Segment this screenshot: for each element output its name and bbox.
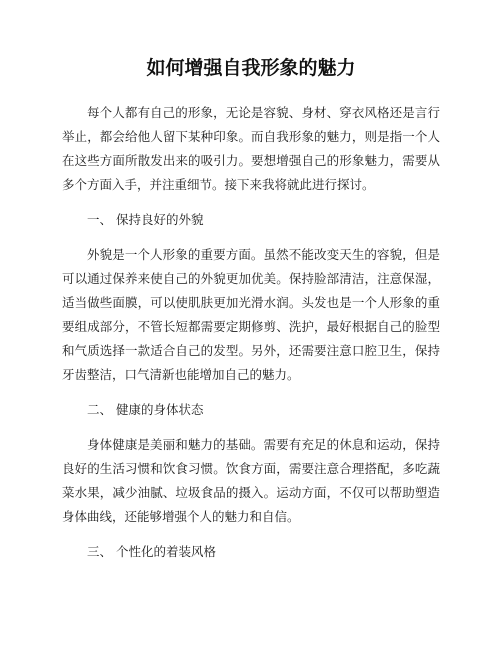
section-heading-style: 三、 个性化的着装风格	[87, 544, 216, 559]
section-heading-appearance: 一、 保持良好的外貌	[87, 212, 204, 227]
section-heading-health: 二、 健康的身体状态	[87, 402, 204, 417]
intro-paragraph: 每个人都有自己的形象，无论是容貌、身材、穿衣风格还是言行举止，都会给他人留下某种印象。而自我形象的魅力，则是指一个人在这些方面所散发出来的吸引力。要想增强自己的形象魅力，需要从多个方面入手，并注重细节。接下来我将就此进行探讨。	[62, 105, 440, 192]
section-body-health: 身体健康是美丽和魅力的基础。需要有充足的休息和运动，保持良好的生活习惯和饮食习惯。饮食方面，需要注意合理搭配，多吃蔬菜水果，减少油腻、垃圾食品的摄入。运动方面，不仅可以帮助塑造身体曲线，还能够增强个人的魅力和自信。	[62, 437, 440, 524]
document-title: 如何增强自我形象的魅力	[146, 57, 356, 79]
section-body-appearance: 外貌是一个人形象的重要方面。虽然不能改变天生的容貌，但是可以通过保养来使自己的外貌更加优美。保持脸部清洁，注意保湿，适当做些面膜，可以使肌肤更加光滑水润。头发也是一个人形象的重要组成部分，不管长短都需要定期修剪、洗护，最好根据自己的脸型和气质选择一款适合自己的发型。另外，还需要注意口腔卫生，保持牙齿整洁，口气清新也能增加自己的魅力。	[62, 247, 440, 382]
